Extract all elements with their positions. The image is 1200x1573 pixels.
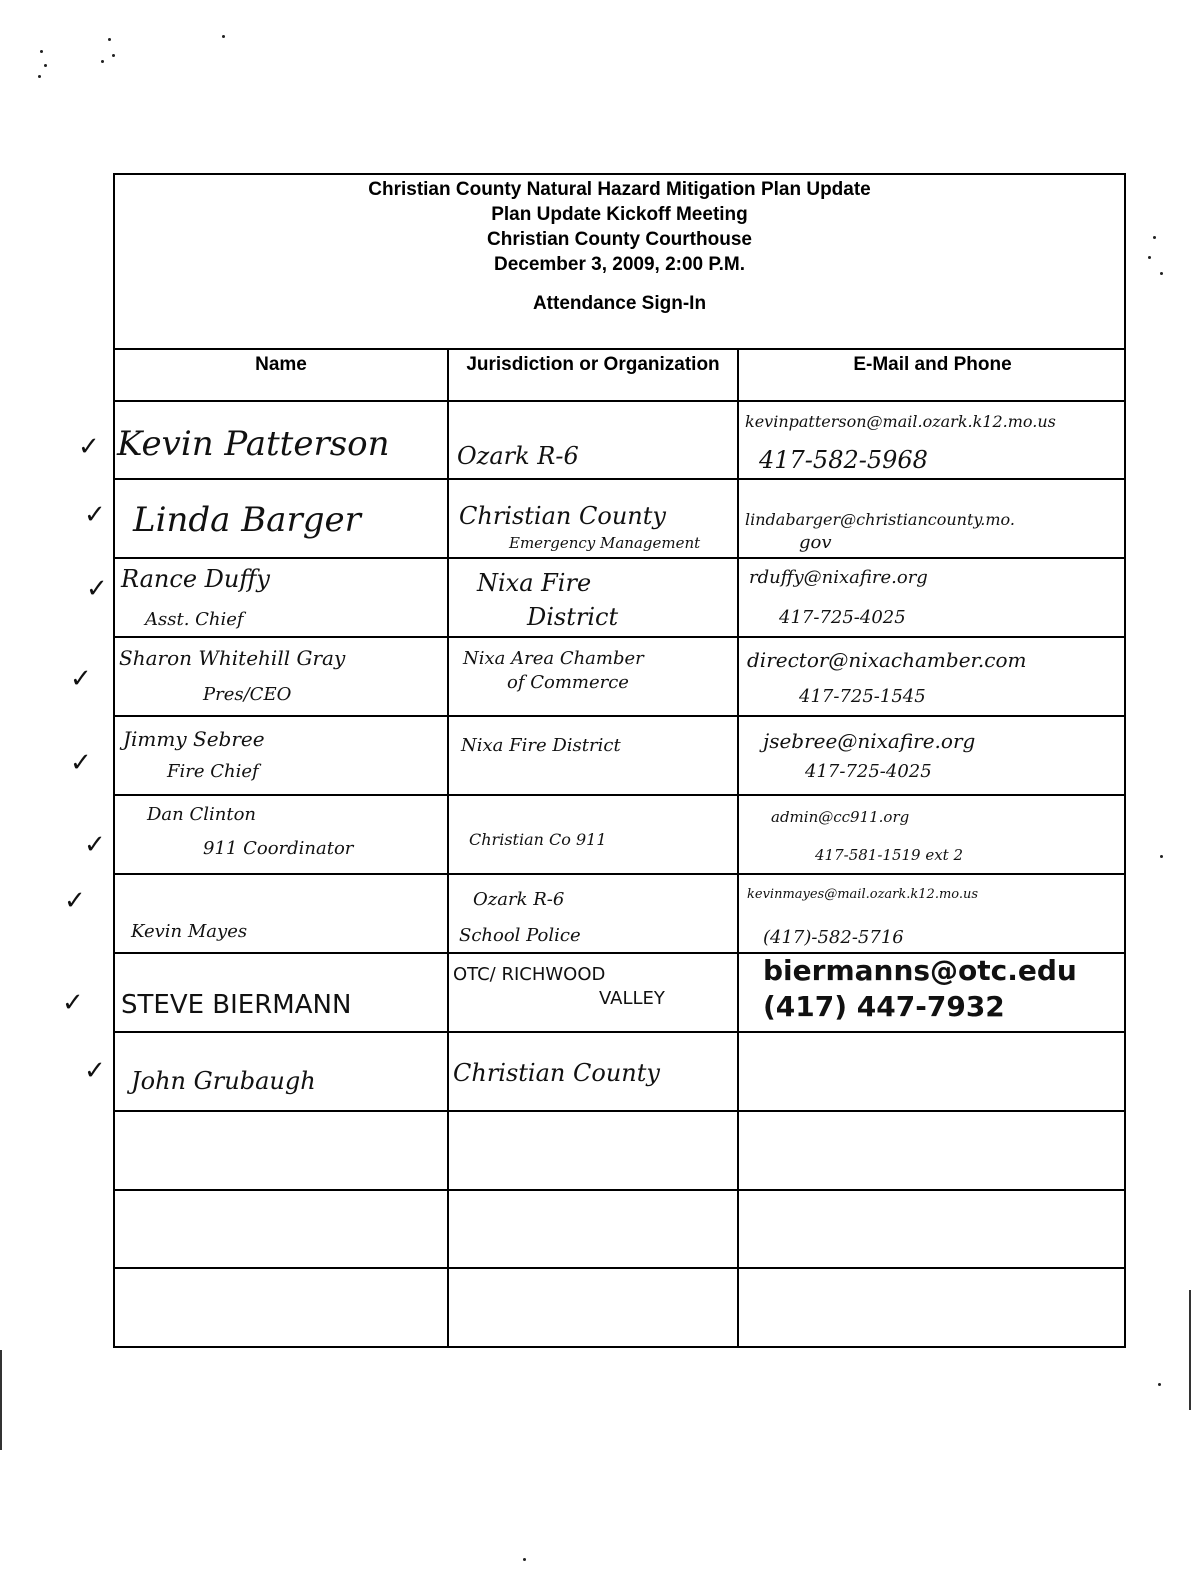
attendee-org-line2: of Commerce — [507, 672, 629, 693]
attendee-title: Pres/CEO — [203, 684, 292, 705]
attendee-phone: 417-582-5968 — [759, 446, 928, 474]
name-cell — [115, 559, 449, 636]
attendee-org: Ozark R-6 — [473, 889, 565, 910]
table-row — [115, 954, 1124, 1033]
contact-cell — [739, 480, 1126, 557]
attendee-name: Linda Barger — [133, 500, 361, 540]
meeting-date: December 3, 2009, 2:00 P.M. — [493, 254, 746, 275]
scan-speck — [1158, 1383, 1161, 1386]
scan-speck — [1148, 256, 1151, 259]
name-cell — [115, 402, 449, 478]
attendee-org-line2: School Police — [459, 925, 581, 946]
attendee-name: Rance Duffy — [121, 565, 270, 593]
org-cell — [449, 559, 739, 636]
table-row — [115, 717, 1124, 796]
attendee-email: director@nixachamber.com — [747, 648, 1027, 672]
meeting-title: Plan Update Kickoff Meeting — [491, 204, 748, 225]
name-cell — [115, 954, 449, 1031]
scan-speck — [1160, 272, 1163, 275]
scan-speck — [112, 54, 115, 57]
attendee-org: Nixa Area Chamber — [463, 648, 644, 669]
plan-title: Christian County Natural Hazard Mitigation Plan Update — [368, 179, 871, 200]
org-cell — [449, 402, 739, 478]
table-row — [115, 402, 1124, 480]
scan-speck — [101, 60, 104, 63]
attendee-phone: 417-581-1519 ext 2 — [815, 846, 964, 864]
contact-cell — [739, 1033, 1126, 1110]
attendee-org: Christian County — [459, 502, 666, 530]
scan-speck — [1160, 855, 1163, 858]
attendee-title: 911 Coordinator — [203, 838, 354, 859]
attendee-email: admin@cc911.org — [771, 808, 910, 826]
contact-cell — [739, 1112, 1126, 1189]
name-cell — [115, 1112, 449, 1189]
attendee-org-line2: District — [527, 603, 619, 631]
table-row — [115, 1191, 1124, 1269]
attendee-name: Sharon Whitehill Gray — [119, 646, 346, 670]
org-cell — [449, 717, 739, 794]
contact-cell — [739, 796, 1126, 873]
scan-speck — [40, 50, 43, 53]
name-cell — [115, 1269, 449, 1346]
scan-speck — [222, 35, 225, 38]
attendee-org: Nixa Fire — [477, 569, 592, 597]
column-header-email-phone: E-Mail and Phone — [739, 350, 1126, 402]
scan-edge-line — [1189, 1290, 1191, 1410]
attendee-email: kevinpatterson@mail.ozark.k12.mo.us — [745, 412, 1056, 431]
attendee-name: STEVE BIERMANN — [121, 990, 352, 1020]
table-row — [115, 875, 1124, 954]
scan-speck — [44, 64, 47, 67]
attendee-phone: 417-725-4025 — [779, 607, 906, 628]
name-cell — [115, 1191, 449, 1267]
table-row — [115, 480, 1124, 559]
attendee-org-line2: Emergency Management — [509, 534, 701, 552]
attendee-name: Dan Clinton — [147, 804, 257, 825]
scan-speck — [1153, 236, 1156, 239]
check-mark-icon: ✓ — [64, 886, 86, 916]
name-cell — [115, 717, 449, 794]
sign-in-sheet — [113, 173, 1126, 1348]
table-row — [115, 1033, 1124, 1112]
contact-cell — [739, 559, 1126, 636]
table-row — [115, 796, 1124, 875]
attendee-phone: gov — [799, 532, 832, 553]
contact-cell — [739, 638, 1126, 715]
attendee-title: Fire Chief — [167, 761, 259, 782]
name-cell — [115, 1033, 449, 1110]
table-row — [115, 1112, 1124, 1191]
attendee-phone: 417-725-4025 — [805, 761, 932, 782]
attendee-email: biermanns@otc.edu — [763, 954, 1077, 987]
attendee-email: rduffy@nixafire.org — [749, 567, 928, 588]
org-cell — [449, 875, 739, 952]
attendee-org: Christian County — [453, 1059, 660, 1087]
table-row — [115, 559, 1124, 638]
org-cell — [449, 480, 739, 557]
attendee-email: kevinmayes@mail.ozark.k12.mo.us — [747, 887, 979, 902]
attendee-name: John Grubaugh — [131, 1067, 316, 1095]
table-row — [115, 638, 1124, 717]
check-mark-icon: ✓ — [86, 574, 108, 604]
contact-cell — [739, 875, 1126, 952]
org-cell — [449, 796, 739, 873]
attendee-org: Nixa Fire District — [461, 735, 621, 756]
attendee-name: Jimmy Sebree — [123, 727, 265, 751]
scan-speck — [523, 1558, 526, 1561]
attendee-email: lindabarger@christiancounty.mo. — [745, 510, 1015, 529]
column-header-name: Name — [115, 350, 449, 402]
contact-cell — [739, 717, 1126, 794]
check-mark-icon: ✓ — [62, 988, 84, 1018]
name-cell — [115, 875, 449, 952]
attendee-title: Asst. Chief — [145, 609, 244, 630]
sheet-header — [115, 175, 1124, 350]
attendee-phone: (417) 447-7932 — [763, 990, 1005, 1023]
org-cell — [449, 1191, 739, 1267]
attendee-org: OTC/ RICHWOOD — [453, 964, 606, 985]
contact-cell — [739, 1269, 1126, 1346]
attendee-phone: 417-725-1545 — [799, 686, 926, 707]
name-cell — [115, 638, 449, 715]
meeting-location: Christian County Courthouse — [487, 229, 752, 250]
check-mark-icon: ✓ — [70, 664, 92, 694]
contact-cell — [739, 1191, 1126, 1267]
attendee-org-line2: VALLEY — [599, 988, 665, 1009]
table-row — [115, 1269, 1124, 1346]
contact-cell — [739, 954, 1126, 1031]
attendance-title: Attendance Sign-In — [532, 293, 707, 314]
attendee-name: Kevin Patterson — [117, 424, 390, 464]
check-mark-icon: ✓ — [70, 748, 92, 778]
scan-speck — [108, 38, 111, 41]
check-mark-icon: ✓ — [78, 432, 100, 462]
scan-edge-line — [0, 1350, 2, 1450]
org-cell — [449, 1033, 739, 1110]
attendee-name: Kevin Mayes — [131, 921, 248, 942]
scan-speck — [38, 75, 41, 78]
org-cell — [449, 1112, 739, 1189]
attendee-email: jsebree@nixafire.org — [763, 729, 976, 753]
org-cell — [449, 1269, 739, 1346]
org-cell — [449, 638, 739, 715]
attendee-org: Christian Co 911 — [469, 830, 607, 849]
check-mark-icon: ✓ — [84, 1056, 106, 1086]
org-cell — [449, 954, 739, 1031]
check-mark-icon: ✓ — [84, 500, 106, 530]
name-cell — [115, 480, 449, 557]
attendee-phone: (417)-582-5716 — [763, 927, 904, 948]
contact-cell — [739, 402, 1126, 478]
attendee-org: Ozark R-6 — [457, 442, 579, 470]
check-mark-icon: ✓ — [84, 830, 106, 860]
name-cell — [115, 796, 449, 873]
column-header-jurisdiction: Jurisdiction or Organization — [449, 350, 739, 402]
